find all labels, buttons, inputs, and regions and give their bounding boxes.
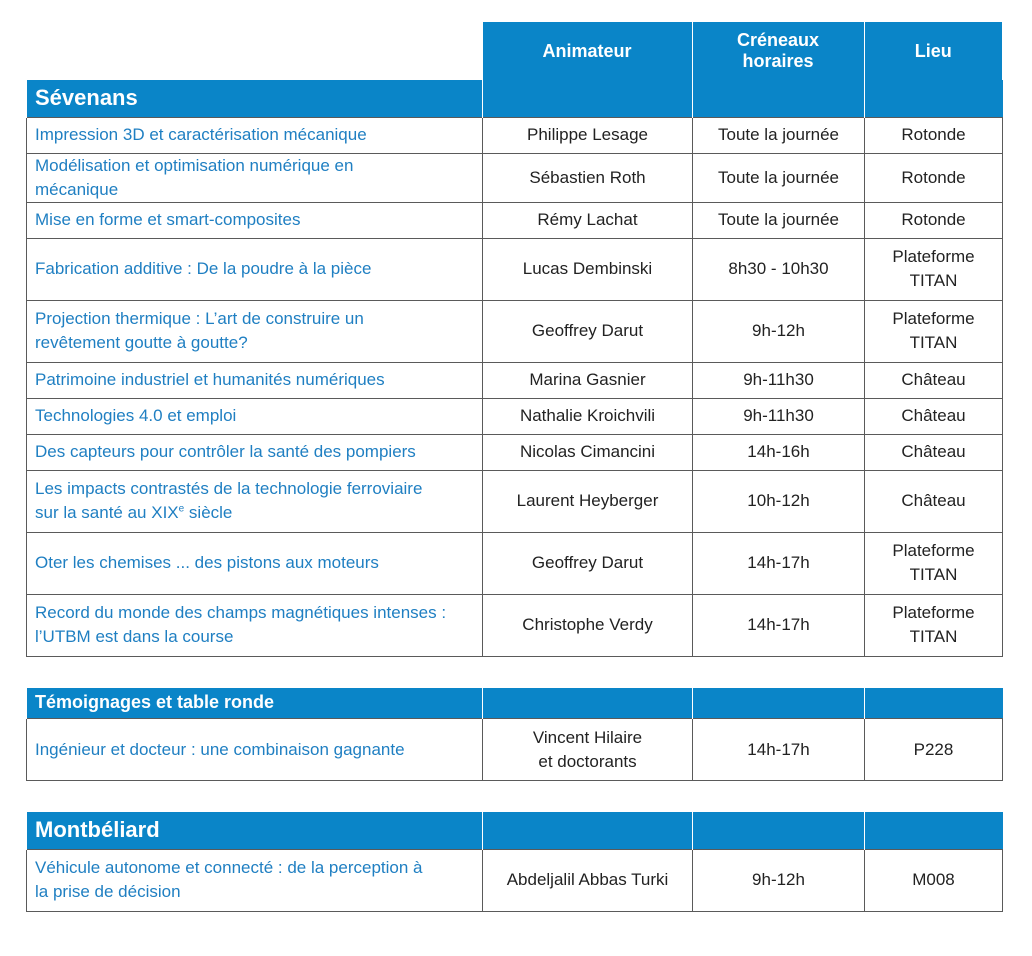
section-gap <box>26 657 1002 688</box>
animateur-cell: Vincent Hilaire et doctorants <box>483 719 693 781</box>
lieu-cell: Château <box>865 470 1003 532</box>
topic-cell: Mise en forme et smart-composites <box>27 202 483 238</box>
animateur-cell: Nathalie Kroichvili <box>483 398 693 434</box>
lieu-cell: M008 <box>865 849 1003 911</box>
animateur-cell: Nicolas Cimancini <box>483 434 693 470</box>
animateur-cell: Lucas Dembinski <box>483 238 693 300</box>
lieu-cell: Plateforme TITAN <box>865 532 1003 594</box>
section-gap <box>26 781 1002 812</box>
topic-cell: Fabrication additive : De la poudre à la pièce <box>27 238 483 300</box>
header-creneaux: Créneaux horaires <box>692 22 864 80</box>
lieu-cell: Plateforme TITAN <box>865 594 1003 656</box>
lieu-cell: Château <box>865 362 1003 398</box>
lieu-cell: P228 <box>865 719 1003 781</box>
topic-cell: Technologies 4.0 et emploi <box>27 398 483 434</box>
lieu-cell: Rotonde <box>865 202 1003 238</box>
topic-cell: Ingénieur et docteur : une combinaison gagnante <box>27 719 483 781</box>
lieu-cell: Château <box>865 398 1003 434</box>
table-row <box>27 532 1003 594</box>
animateur-cell: Geoffrey Darut <box>483 532 693 594</box>
table-row <box>27 470 1003 532</box>
animateur-cell: Sébastien Roth <box>483 153 693 202</box>
creneau-cell: 14h-17h <box>693 719 865 781</box>
creneau-cell: 10h-12h <box>693 470 865 532</box>
animateur-cell: Marina Gasnier <box>483 362 693 398</box>
animateur-cell: Christophe Verdy <box>483 594 693 656</box>
table-row <box>27 153 1003 202</box>
creneau-cell: 14h-17h <box>693 532 865 594</box>
header-lieu: Lieu <box>864 22 1002 80</box>
lieu-cell: Château <box>865 434 1003 470</box>
topic-cell: Impression 3D et caractérisation mécanique <box>27 117 483 153</box>
section-table <box>26 80 1003 657</box>
table-row <box>27 362 1003 398</box>
creneau-cell: 9h-12h <box>693 300 865 362</box>
table-row <box>27 719 1003 781</box>
table-row <box>27 594 1003 656</box>
creneau-cell: Toute la journée <box>693 202 865 238</box>
animateur-cell: Philippe Lesage <box>483 117 693 153</box>
animateur-cell: Rémy Lachat <box>483 202 693 238</box>
topic-cell: Les impacts contrastés de la technologie ferroviaire sur la santé au XIXe siècle <box>27 470 483 532</box>
creneau-cell: 9h-11h30 <box>693 362 865 398</box>
topic-cell: Modélisation et optimisation numérique en mécanique <box>27 153 483 202</box>
creneau-cell: 8h30 - 10h30 <box>693 238 865 300</box>
creneau-cell: Toute la journée <box>693 117 865 153</box>
creneau-cell: 14h-16h <box>693 434 865 470</box>
table-row <box>27 117 1003 153</box>
lieu-cell: Rotonde <box>865 153 1003 202</box>
animateur-cell: Geoffrey Darut <box>483 300 693 362</box>
table-row <box>27 238 1003 300</box>
section-title: Montbéliard <box>27 812 483 849</box>
topic-cell: Oter les chemises ... des pistons aux moteurs <box>27 532 483 594</box>
creneau-cell: 9h-11h30 <box>693 398 865 434</box>
topic-cell: Record du monde des champs magnétiques intenses : l’UTBM est dans la course <box>27 594 483 656</box>
creneau-cell: Toute la journée <box>693 153 865 202</box>
schedule <box>26 22 1002 912</box>
creneau-cell: 9h-12h <box>693 849 865 911</box>
header-table <box>26 22 1002 80</box>
topic-cell: Projection thermique : L’art de construire un revêtement goutte à goutte? <box>27 300 483 362</box>
table-row <box>27 398 1003 434</box>
animateur-cell: Abdeljalil Abbas Turki <box>483 849 693 911</box>
table-row <box>27 300 1003 362</box>
section-table <box>26 812 1003 912</box>
creneau-cell: 14h-17h <box>693 594 865 656</box>
lieu-cell: Rotonde <box>865 117 1003 153</box>
section-table <box>26 688 1003 782</box>
topic-cell: Patrimoine industriel et humanités numériques <box>27 362 483 398</box>
header-animateur: Animateur <box>482 22 692 80</box>
table-row <box>27 849 1003 911</box>
topic-cell: Véhicule autonome et connecté : de la perception à la prise de décision <box>27 849 483 911</box>
lieu-cell: Plateforme TITAN <box>865 300 1003 362</box>
section-title: Sévenans <box>27 80 483 117</box>
lieu-cell: Plateforme TITAN <box>865 238 1003 300</box>
sections <box>26 80 1002 912</box>
table-row <box>27 202 1003 238</box>
section-title: Témoignages et table ronde <box>27 688 483 719</box>
topic-cell: Des capteurs pour contrôler la santé des pompiers <box>27 434 483 470</box>
animateur-cell: Laurent Heyberger <box>483 470 693 532</box>
table-row <box>27 434 1003 470</box>
